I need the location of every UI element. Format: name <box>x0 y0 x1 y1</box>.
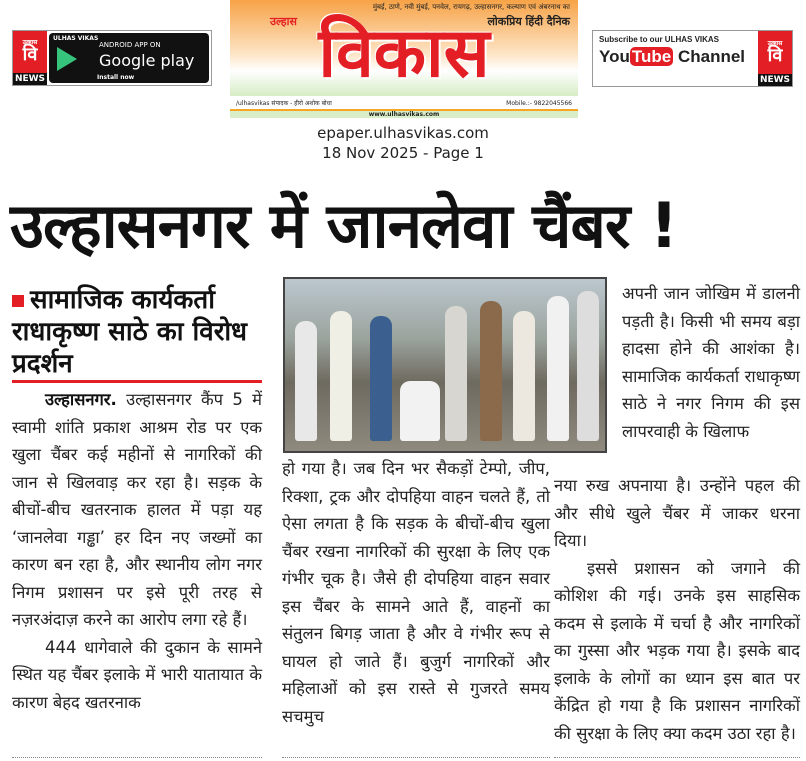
masthead-website: www.ulhasvikas.com <box>230 109 578 118</box>
logo-small-text: उल्हास <box>767 39 783 47</box>
youtube-channel-badge[interactable] <box>592 30 793 87</box>
ulhas-vikas-news-logo <box>13 31 47 85</box>
article-headline: उल्हासनगर में जानलेवा चैंबर ! <box>10 189 678 262</box>
badge-brand: ULHAS VIKAS <box>53 35 99 42</box>
youtube-channel-text <box>599 47 752 67</box>
red-square-bullet <box>12 295 24 307</box>
column-divider <box>12 757 262 758</box>
google-play-text: Google play <box>99 51 195 70</box>
subscribe-text: Subscribe to our ULHAS VIKAS <box>599 35 720 44</box>
paragraph-1: उल्हासनगर कैंप 5 में स्वामी शांति प्रकाश आश्रम रोड पर एक खुला चैंबर कई महीनों से नागरिकों की जान से खिलवाड़ कर रहा है। सड़क के बीचों-बीच खतरनाक हालत में पड़ा यह ‘जानलेवा गड्ढा’ हर दिन नए जख्मों का कारण बन रहा है, और स्थानीय लोग नगर निगम प्रशासन पर इसे पूरी तरह से नज़रअंदाज़ करने का आरोप लगा रहे हैं। <box>12 390 262 629</box>
logo-small-text: उल्हास <box>22 39 38 46</box>
column-divider <box>554 757 800 758</box>
youtube-you: You <box>599 47 630 66</box>
paragraph-2-part-3: अपनी जान जोखिम में डालनी पड़ती है। किसी भी समय बड़ा हादसा होने की आशंका है। सामाजिक कार्यकर्ता राधाकृष्ण साठे ने नगर निगम की इस लापरवाही के खिलाफ <box>622 284 800 441</box>
ulhas-vikas-news-logo <box>758 31 792 86</box>
masthead-tagline: लोकप्रिय हिंदी दैनिक <box>487 15 570 28</box>
column-3-bottom <box>554 472 800 747</box>
logo-news: NEWS <box>14 74 46 84</box>
android-app-text: ANDROID APP ON <box>99 41 161 49</box>
paragraph-3: इससे प्रशासन को जगाने की कोशिश की गई। उनके इस साहसिक कदम से इलाके में चर्चा है और नागरिकों का गुस्सा और भड़क गया है। इसके बाद इलाके के लोगों का ध्यान इस बात पर केंद्रित हो गया है कि प्रशासन नागरिकों की सुरक्षा के लिए क्या कदम उठा रहा है। <box>554 558 800 743</box>
dateline: उल्हासनगर. <box>45 390 117 409</box>
column-divider <box>282 757 550 758</box>
youtube-tube-icon: Tube <box>631 47 672 66</box>
column-1 <box>12 386 262 716</box>
column-2 <box>282 455 550 730</box>
logo-letter: वि <box>22 44 38 65</box>
install-now-text: Install now <box>97 74 135 81</box>
google-play-icon <box>57 47 77 71</box>
column-3-top <box>622 280 800 445</box>
youtube-channel: Channel <box>677 47 746 66</box>
subheadline-rule <box>12 380 262 383</box>
masthead-small-title: उल्हास <box>270 15 297 28</box>
masthead <box>230 0 578 118</box>
masthead-mobile: Mobile.:- 9822045566 <box>506 99 572 107</box>
paragraph-2-part-2: हो गया है। जब दिन भर सैकड़ों टेम्पो, जीप, रिक्शा, ट्रक और दोपहिया वाहन चलते हैं, तो ऐसा लगता है कि सड़क के बीचों-बीच खुला चैंबर रखना नागरिकों की सुरक्षा के लिए एक गंभीर चूक है। जैसे ही दोपहिया वाहन सवार इस चैंबर के सामने आते हैं, वाहनों का संतुलन बिगड़ जाता है और वे गंभीर रूप से घायल हो जाते हैं। बुजुर्ग नागरिकों और महिलाओं को इस रास्ते से गुजरते समय सचमुच <box>282 459 550 726</box>
logo-letter: वि <box>767 44 783 66</box>
paragraph-2-part-4: नया रुख अपनाया है। उन्होंने पहल की और सीधे खुले चैंबर में जाकर धरना दिया। <box>554 476 800 550</box>
article-photo <box>283 277 607 453</box>
logo-news: NEWS <box>759 75 791 85</box>
article-subheadline <box>12 284 262 380</box>
google-play-badge[interactable] <box>12 30 212 86</box>
epaper-url[interactable]: epaper.ulhasvikas.com <box>317 124 489 142</box>
date-page: 18 Nov 2025 - Page 1 <box>322 144 484 162</box>
masthead-title: विकास <box>318 14 490 93</box>
masthead-social: /ulhasvikas संपादक - हीरो अशोक बोधा <box>236 100 332 107</box>
subheadline-text: सामाजिक कार्यकर्ता राधाकृष्ण साठे का विरोध प्रदर्शन <box>12 285 248 379</box>
masthead-cities: मुंबई, ठाणे, नवी मुंबई, पनवेल, रायगढ़, उल्हासनगर, कल्याण एवं अंबरनाथ का <box>372 3 570 11</box>
paragraph-2-part-1: 444 धागेवाले की दुकान के सामने स्थित यह चैंबर इलाके में भारी यातायात के कारण बेहद खतरनाक <box>12 637 262 712</box>
